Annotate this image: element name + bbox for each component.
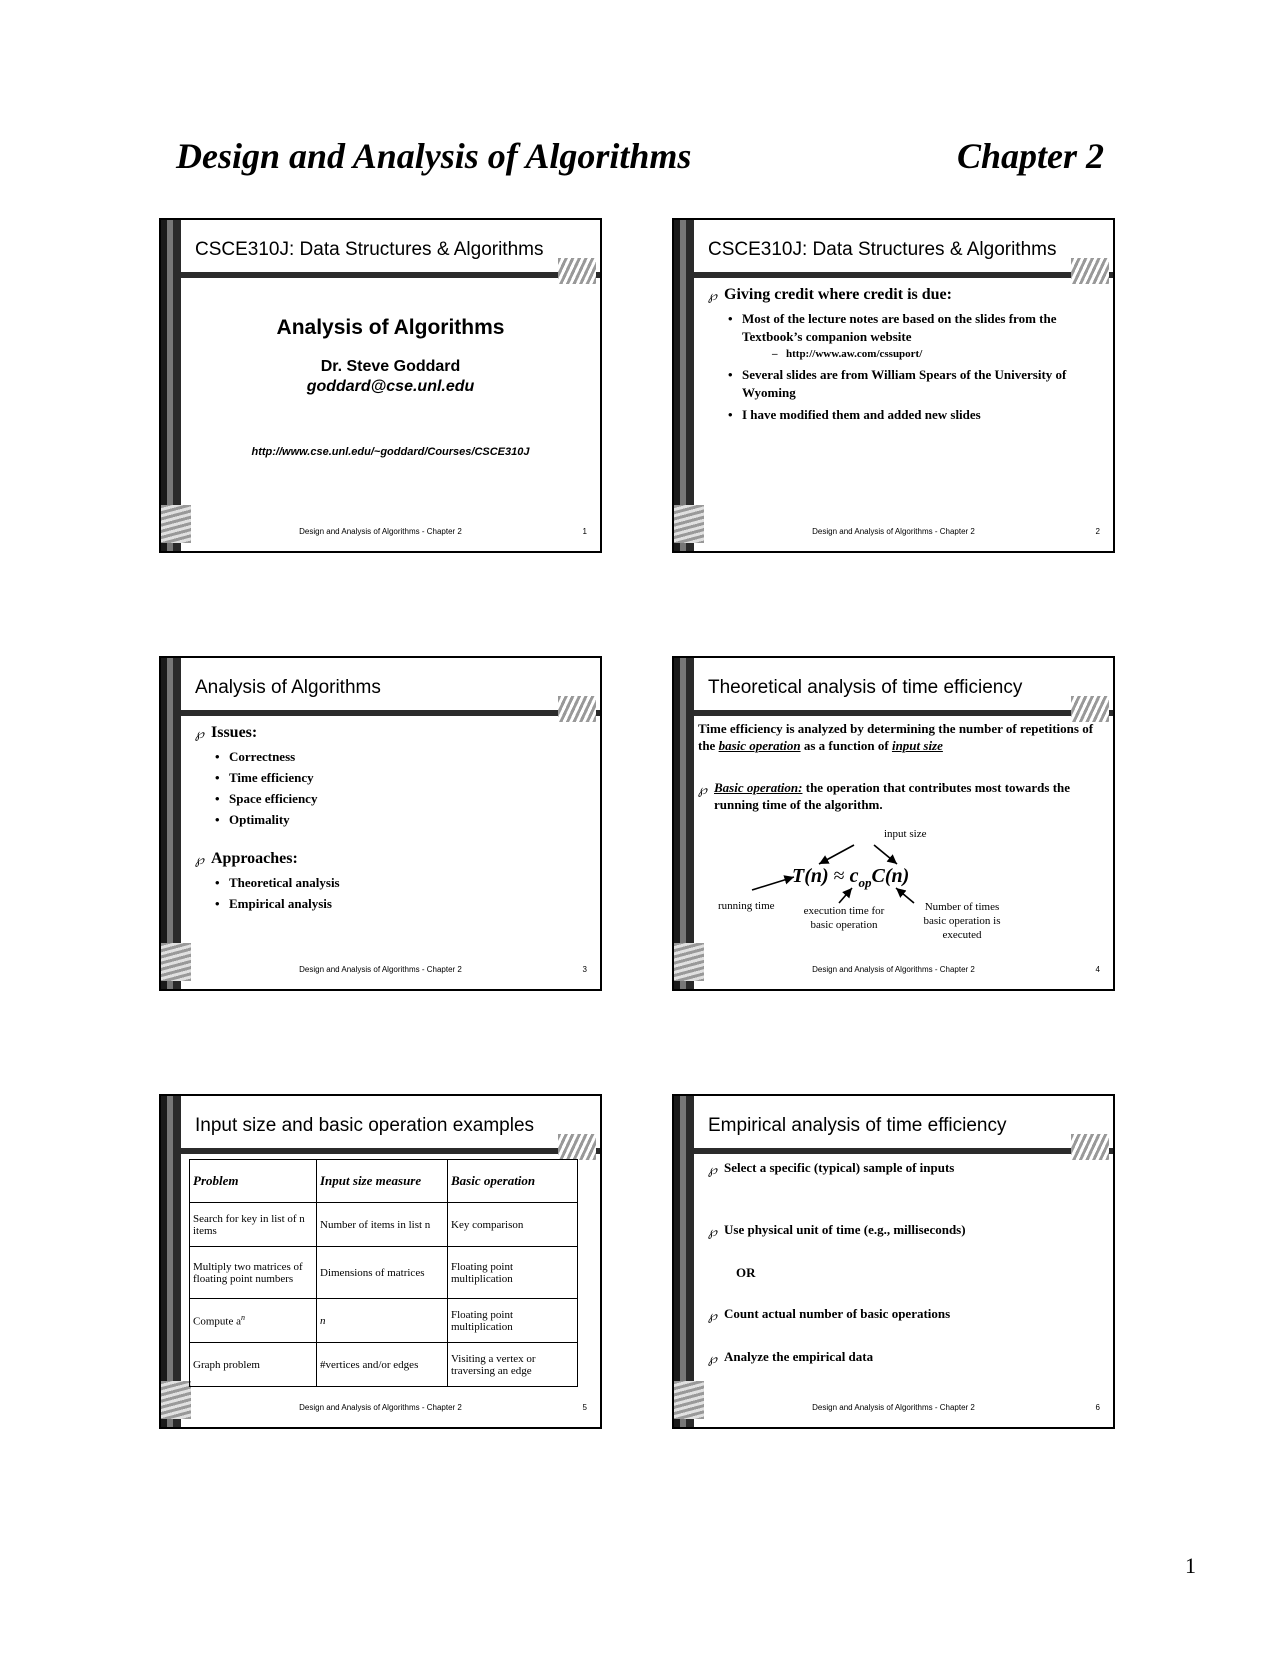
bullet-main: ℘ Giving credit where credit is due: (708, 286, 952, 303)
slide-5 (159, 1094, 602, 1429)
approaches-heading: ℘ Approaches: (195, 850, 298, 867)
bullet-marker-icon: ℘ (708, 1308, 718, 1323)
slide-title-rule (694, 272, 1113, 278)
table-cell: Number of items in list n (317, 1203, 448, 1247)
arrow-exec-time (839, 888, 852, 903)
slide-corner-decoration (558, 1134, 596, 1160)
course-url[interactable]: http://www.cse.unl.edu/~goddard/Courses/CSCE310J (251, 446, 530, 458)
table-cell: Visiting a vertex or traversing an edge (448, 1343, 578, 1387)
table-cell: Search for key in list of n items (190, 1203, 317, 1247)
arrow-to-t (819, 845, 854, 864)
page-title: Design and Analysis of Algorithms (176, 136, 692, 176)
slide-footer: Design and Analysis of Algorithms - Chapter 2 (812, 965, 975, 974)
slide-footer: Design and Analysis of Algorithms - Chapter 2 (299, 527, 462, 536)
slide-3 (159, 656, 602, 991)
arrow-running-time (752, 877, 794, 890)
slide-corner-decoration (1071, 258, 1109, 284)
slide-title-rule (181, 1148, 600, 1154)
slide-left-bar (674, 1096, 694, 1427)
slide-number: 6 (1095, 1403, 1100, 1412)
slide-title: Empirical analysis of time efficiency (708, 1115, 1007, 1136)
table-cell: n (317, 1299, 448, 1343)
running-time-label: running time (718, 900, 775, 912)
table-cell: Floating point multiplication (448, 1247, 578, 1299)
slide-footer: Design and Analysis of Algorithms - Chapter 2 (812, 1403, 975, 1412)
table-cell: Graph problem (190, 1343, 317, 1387)
intro-paragraph: Time efficiency is analyzed by determining the number of repetitions of the basic operation as a function of input size (698, 721, 1094, 753)
list-item: ℘ Use physical unit of time (e.g., milliseconds) (708, 1222, 966, 1239)
table-row (190, 1343, 578, 1387)
bullet-marker-icon: ℘ (698, 782, 708, 797)
table-row (190, 1203, 578, 1247)
list-subitem[interactable]: – http://www.aw.com/cssuport/ (772, 348, 923, 360)
slide-corner-decoration (558, 258, 596, 284)
examples-table (189, 1159, 578, 1387)
slide-number: 5 (582, 1403, 587, 1412)
slide-footer: Design and Analysis of Algorithms - Chapter 2 (299, 965, 462, 974)
column-header: Problem (190, 1160, 317, 1203)
slide-number: 2 (1095, 527, 1100, 536)
column-header: Input size measure (317, 1160, 448, 1203)
page-number: 1 (1185, 1553, 1196, 1578)
slide-left-bar (161, 1096, 181, 1427)
slide-corner-decoration (1071, 1134, 1109, 1160)
table-row (190, 1299, 578, 1343)
slide-number: 4 (1095, 965, 1100, 974)
slide-1 (159, 218, 602, 553)
author-name: Dr. Steve Goddard (320, 358, 461, 375)
list-item: ℘ Analyze the empirical data (708, 1349, 874, 1366)
basic-operation-definition: ℘ Basic operation: the operation that contributes most towards the running time of the algorithm. (698, 780, 1071, 812)
slide-2 (672, 218, 1115, 553)
table-row (190, 1247, 578, 1299)
formula: $T(n) \approx c_{op}C(n)$ (792, 865, 910, 890)
slide-title: Input size and basic operation examples (195, 1115, 535, 1136)
slide-corner-decoration (161, 943, 191, 981)
list-item: • Most of the lecture notes are based on the slides from the Textbook’s companion website (728, 311, 1057, 344)
slide-corner-decoration (161, 1381, 191, 1419)
number-of-times-label: Number of times basic operation is executed (923, 901, 1001, 941)
bullet-marker-icon: ℘ (708, 1162, 718, 1177)
table-cell: Multiply two matrices of floating point numbers (190, 1247, 317, 1299)
slide-corner-decoration (674, 1381, 704, 1419)
bullet-marker-icon: ℘ (195, 852, 205, 867)
slide-title: CSCE310J: Data Structures & Algorithms (195, 239, 544, 260)
table-cell: Compute $a^n$ (190, 1299, 317, 1343)
slide-title: CSCE310J: Data Structures & Algorithms (708, 239, 1057, 260)
issues-heading: ℘ Issues: (195, 724, 258, 741)
table-header-row (190, 1160, 578, 1203)
table-cell: Dimensions of matrices (317, 1247, 448, 1299)
list-item: • Several slides are from William Spears of the University of Wyoming (728, 367, 1067, 400)
slide-title-rule (694, 1148, 1113, 1154)
list-item: • Space efficiency (215, 791, 318, 806)
slide-4 (672, 656, 1115, 991)
author-email[interactable]: goddard@cse.unl.edu (306, 378, 475, 395)
slide-heading: Analysis of Algorithms (276, 316, 505, 339)
slide-title: Theoretical analysis of time efficiency (708, 677, 1023, 698)
table-cell: Key comparison (448, 1203, 578, 1247)
list-item: • Optimality (215, 812, 290, 827)
list-item: • Theoretical analysis (215, 875, 340, 890)
list-item: • I have modified them and added new slides (728, 407, 981, 422)
execution-time-label: execution time for basic operation (803, 905, 885, 931)
formula-arrows (674, 658, 1115, 991)
arrow-to-c (874, 845, 897, 864)
bullet-marker-icon: ℘ (708, 288, 718, 303)
slide-number: 3 (582, 965, 587, 974)
slide-corner-decoration (558, 696, 596, 722)
bullet-marker-icon: ℘ (708, 1351, 718, 1366)
list-item: • Correctness (215, 749, 296, 764)
chapter-label: Chapter 2 (956, 136, 1104, 176)
list-item: ℘ Select a specific (typical) sample of inputs (708, 1160, 955, 1177)
or-separator: OR (736, 1265, 756, 1280)
bullet-marker-icon: ℘ (195, 726, 205, 741)
input-size-label: input size (884, 828, 927, 840)
slide-corner-decoration (161, 505, 191, 543)
slide-left-bar (674, 220, 694, 551)
list-item: • Time efficiency (215, 770, 314, 785)
slide-number: 1 (582, 527, 587, 536)
slide-corner-decoration (674, 505, 704, 543)
slide-footer: Design and Analysis of Algorithms - Chapter 2 (299, 1403, 462, 1412)
slide-title-rule (181, 710, 600, 716)
arrow-num-times (896, 888, 914, 903)
slide-title: Analysis of Algorithms (195, 677, 381, 698)
bullet-marker-icon: ℘ (708, 1224, 718, 1239)
slide-left-bar (161, 220, 181, 551)
column-header: Basic operation (448, 1160, 578, 1203)
table-cell: #vertices and/or edges (317, 1343, 448, 1387)
list-item: • Empirical analysis (215, 896, 332, 911)
list-item: ℘ Count actual number of basic operations (708, 1306, 951, 1323)
slide-6 (672, 1094, 1115, 1429)
slide-left-bar (161, 658, 181, 989)
slide-footer: Design and Analysis of Algorithms - Chapter 2 (812, 527, 975, 536)
slide-title-rule (181, 272, 600, 278)
table-cell: Floating point multiplication (448, 1299, 578, 1343)
